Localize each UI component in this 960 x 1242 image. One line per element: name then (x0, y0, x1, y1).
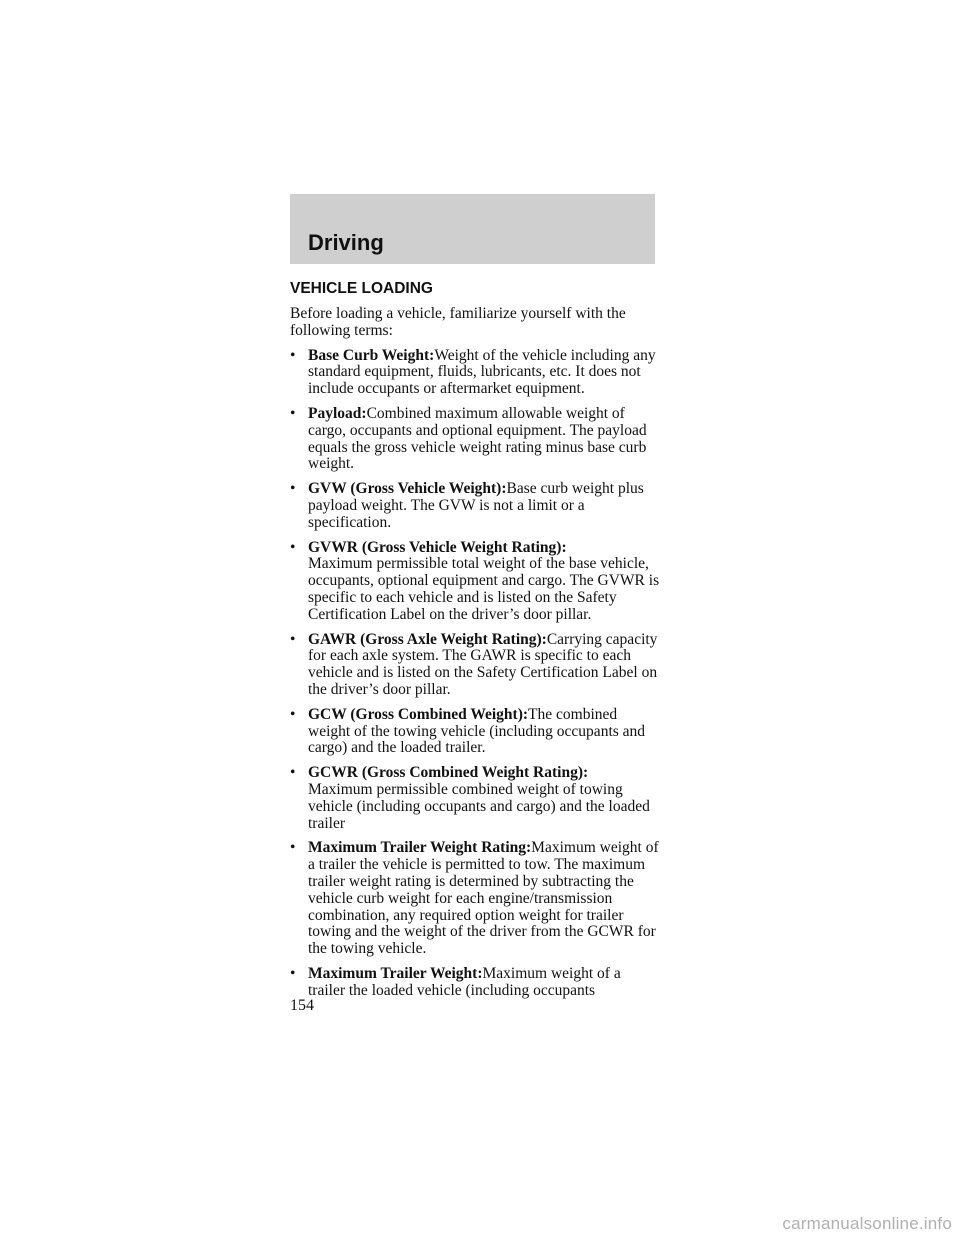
section-header (290, 194, 655, 264)
terms-list (290, 348, 660, 1000)
bullet-icon: • (290, 705, 296, 723)
term-item-gvw (290, 481, 660, 531)
bullet-icon: • (290, 630, 296, 648)
intro-paragraph: Before loading a vehicle, familiarize yourself with the following terms: (290, 305, 626, 339)
term-definition: Base curb weight plus payload weight. The GVW is not a limit or a specification. (308, 480, 644, 531)
term-definition: Carrying capacity for each axle system. The GAWR is specific to each vehicle and is listed on the Safety Certification Label on the driver’s door pillar. (308, 630, 658, 698)
term-item-base-curb-weight (290, 348, 660, 398)
section-title: Driving (308, 230, 384, 255)
term-label: GCWR (Gross Combined Weight Rating): (308, 764, 589, 782)
term-label: Base Curb Weight: (308, 346, 435, 364)
term-definition: Maximum permissible combined weight of towing vehicle (including occupants and cargo) and the loaded trailer (308, 780, 650, 832)
page-number: 154 (290, 997, 314, 1014)
term-definition: Maximum weight of a trailer the vehicle is permitted to tow. The maximum trailer weight rating is determined by subtracting the vehicle curb weight for each engine/transmission combination, any required option weight for trailer towing and the weight of the driver from the GCWR for the towing vehicle. (308, 839, 659, 958)
term-item-payload (290, 406, 660, 473)
term-label: GVW (Gross Vehicle Weight): (308, 480, 507, 498)
bullet-icon: • (290, 404, 296, 422)
term-label: GAWR (Gross Axle Weight Rating): (308, 630, 547, 648)
term-label: Maximum Trailer Weight Rating: (308, 839, 532, 857)
term-definition: The combined weight of the towing vehicle (including occupants and cargo) and the loaded trailer. (308, 705, 646, 757)
term-label: GCW (Gross Combined Weight): (308, 705, 529, 723)
term-definition: Combined maximum allowable weight of cargo, occupants and optional equipment. The payload equals the gross vehicle weight rating minus base curb weight. (308, 404, 647, 473)
term-item-gawr (290, 632, 660, 699)
term-item-gcw (290, 707, 660, 757)
bullet-icon: • (290, 538, 296, 556)
term-label: Payload: (308, 404, 367, 422)
bullet-icon: • (290, 764, 296, 782)
page-heading: VEHICLE LOADING (290, 280, 433, 297)
page-content (290, 279, 660, 1007)
term-item-gvwr (290, 540, 660, 624)
bullet-icon: • (290, 480, 296, 498)
term-item-gcwr (290, 765, 660, 832)
bullet-icon: • (290, 839, 296, 857)
term-label: Maximum Trailer Weight: (308, 964, 483, 982)
term-item-max-trailer-weight-rating (290, 840, 660, 958)
term-item-max-trailer-weight (290, 966, 660, 1000)
bullet-icon: • (290, 964, 296, 982)
watermark: carmanualsonline.info (782, 1214, 952, 1233)
bullet-icon: • (290, 346, 296, 364)
term-definition: Maximum weight of a trailer the loaded vehicle (including occupants (308, 964, 621, 999)
term-label: GVWR (Gross Vehicle Weight Rating): (308, 538, 567, 556)
term-definition: Weight of the vehicle including any standard equipment, fluids, lubricants, etc. It does not include occupants or aftermarket equipment. (308, 346, 656, 398)
term-definition: Maximum permissible total weight of the base vehicle, occupants, optional equipment and cargo. The GVWR is specific to each vehicle and is listed on the Safety Certification Label on the driver’s door pillar. (308, 555, 660, 623)
